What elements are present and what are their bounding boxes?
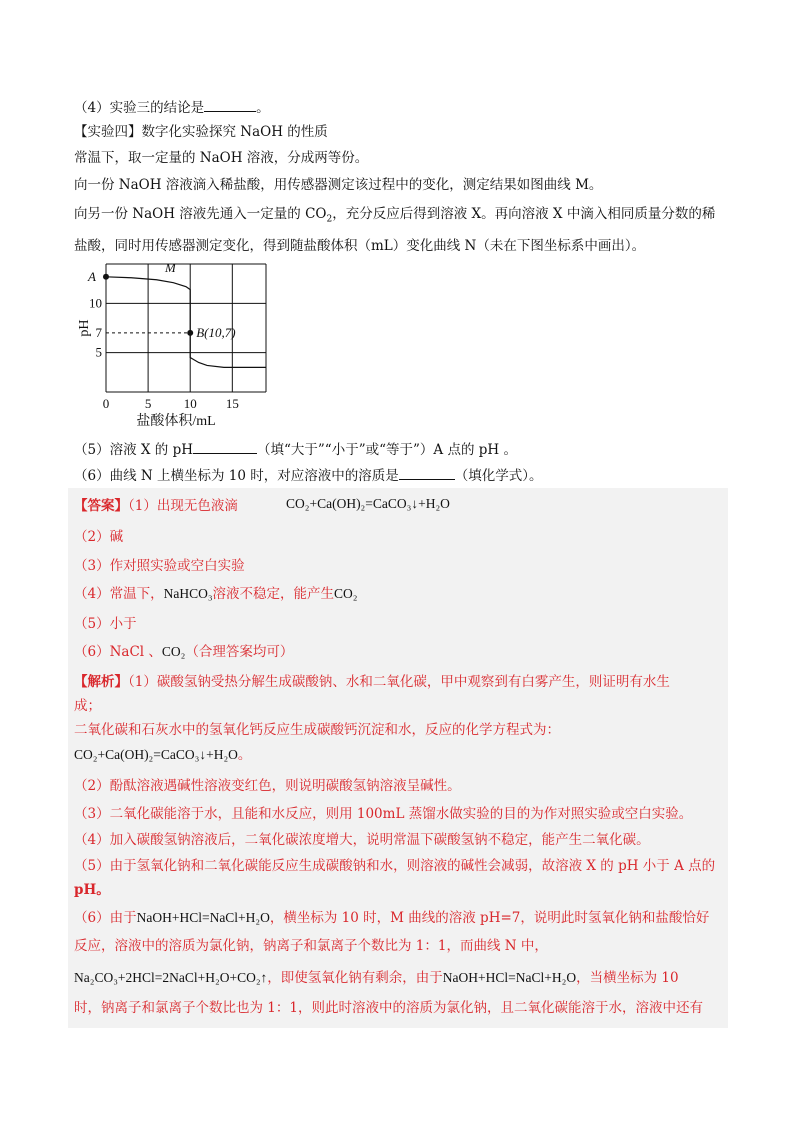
question-line-1: 常温下，取一定量的 NaOH 溶液，分成两等份。 [74,150,369,166]
x-tick-15: 15 [225,396,239,411]
answer-2: （2）碱 [74,529,124,545]
analysis-4: （4）加入碳酸氢钠溶液后，二氧化碳浓度增大，说明常温下碳酸氢钠不稳定，能产生二氧化碳。 [74,832,650,848]
answer-6-a: （6）NaCl 、 [74,644,162,660]
curve-m-line [106,277,266,368]
analysis-1-end: 。 [237,747,252,763]
point-b [187,330,193,336]
analysis-6-d: ，即使氢氧化钠有剩余，由于 [267,970,443,986]
answer-label: 【答案】 [74,498,128,514]
analysis-1-formula: CO₂+Ca(OH)₂=CaCO₃↓+H₂O [74,747,238,762]
line3-b: ，充分反应后得到溶液 X。再向溶液 X 中滴入相同质量分数的稀 [332,206,716,222]
analysis-1-formula-line [74,745,251,765]
question-4 [74,98,270,118]
analysis-6-c: 反应，溶液中的溶质为氯化钠，钠离子和氯离子个数比为 1：1，而曲线 N 中， [74,938,548,954]
answer-4 [74,584,358,604]
q4-text: （4）实验三的结论是 [74,100,205,116]
q5-blank [193,440,257,454]
answer-4-formula: NaHCO₃ [163,586,213,601]
q6-a: （6）曲线 N 上横坐标为 10 时，对应溶液中的溶质是 [74,468,399,484]
point-b-label: B(10,7) [196,324,236,340]
experiment-4-title: 【实验四】数字化实验探究 NaOH 的性质 [74,124,328,140]
answer-4-b: 溶液不稳定，能产生 [212,586,335,602]
question-line-4: 盐酸，同时用传感器测定变化，得到随盐酸体积（mL）变化曲线 N（未在下图坐标系中画出）。 [74,238,646,254]
answer-5: （5）小于 [74,616,137,632]
question-line-2: 向一份 NaOH 溶液滴入稀盐酸，用传感器测定该过程中的变化，测定结果如图曲线 M。 [74,177,603,193]
chart-labels [77,260,239,429]
ph-chart [76,258,306,430]
q6-blank [399,466,455,480]
line3-a: 向另一份 NaOH 溶液先通入一定量的 CO [74,206,327,222]
analysis-2: （2）酚酞溶液遇碱性溶液变红色，则说明碳酸氢钠溶液呈碱性。 [74,778,461,794]
analysis-3: （3）二氧化碳能溶于水，且能和水反应，则用 100mL 蒸馏水做实验的目的为作对照实验或空白实验。 [74,806,693,822]
answer-1-formula: CO₂+Ca(OH)₂=CaCO₃↓+H₂O [286,496,450,511]
analysis-1-c: 二氧化碳和石灰水中的氢氧化钙反应生成碳酸钙沉淀和水，反应的化学方程式为： [74,722,560,738]
y-tick-5: 5 [95,344,102,360]
y-tick-7: 7 [95,324,102,340]
analysis-6-formula1: NaOH+HCl=NaCl+H₂O [136,910,270,925]
question-6 [74,466,543,486]
point-a-label: A [88,268,96,284]
chart-grid [106,264,266,392]
analysis-6-b: ，横坐标为 10 时，M 曲线的溶液 pH=7，说明此时氢氧化钠和盐酸恰好 [269,910,710,926]
point-a [103,274,109,280]
answer-1 [74,496,238,516]
answer-1-text: （1）出现无色液滴 [128,498,238,514]
q5-b: （填“大于”“小于”或“等于”）A 点的 pH 。 [257,442,517,458]
analysis-label: 【解析】 [74,674,128,690]
analysis-6-a: （6）由于 [74,910,137,926]
analysis-6-formula2: Na₂CO₃+2HCl=2NaCl+H₂O+CO₂↑ [74,970,268,985]
analysis-5-a: （5）由于氢氧化钠和二氧化碳能反应生成碳酸钠和水，则溶液的碱性会减弱，故溶液 X 的 pH 小于 A 点的 [74,858,716,874]
question-line-3 [74,204,715,230]
q6-b: （填化学式）。 [454,468,543,484]
q4-blank [204,98,256,112]
answer-6-b: （合理答案均可） [185,644,294,660]
q5-a: （5）溶液 X 的 pH [74,442,193,458]
y-tick-10: 10 [89,295,102,311]
analysis-6-formula3: NaOH+HCl=NaCl+H₂O [442,970,577,985]
answer-4-a: （4）常温下， [74,586,164,602]
question-5 [74,440,517,460]
x-tick-10: 10 [183,396,197,411]
analysis-1 [74,672,670,692]
answer-6 [74,642,293,662]
analysis-6-line3 [74,968,679,988]
x-tick-0: 0 [102,396,110,411]
analysis-6 [74,908,709,928]
analysis-6-e: ，当横坐标为 10 [576,970,679,986]
answer-3: （3）作对照实验或空白实验 [74,558,245,574]
answer-6-co2: CO₂ [161,644,186,659]
curve-m [103,274,266,368]
x-tick-5: 5 [144,396,152,411]
analysis-1-b: 成； [74,698,101,714]
q4-end: 。 [256,100,270,116]
analysis-5-b: pH。 [74,882,110,898]
curve-m-label: M [164,259,176,275]
y-axis-label: pH [77,319,92,337]
line3-sub: 2 [326,214,333,225]
analysis-1-a: （1）碳酸氢钠受热分解生成碳酸钠、水和二氧化碳，甲中观察到有白雾产生，则证明有水生 [128,674,670,690]
x-axis-label: 盐酸体积/mL [136,414,216,429]
answer-4-co2: CO₂ [334,586,358,601]
analysis-6-f: 时，钠离子和氯离子个数比也为 1：1，则此时溶液中的溶质为氯化钠，且二氧化碳能溶于水，溶液中还有 [74,1000,703,1016]
